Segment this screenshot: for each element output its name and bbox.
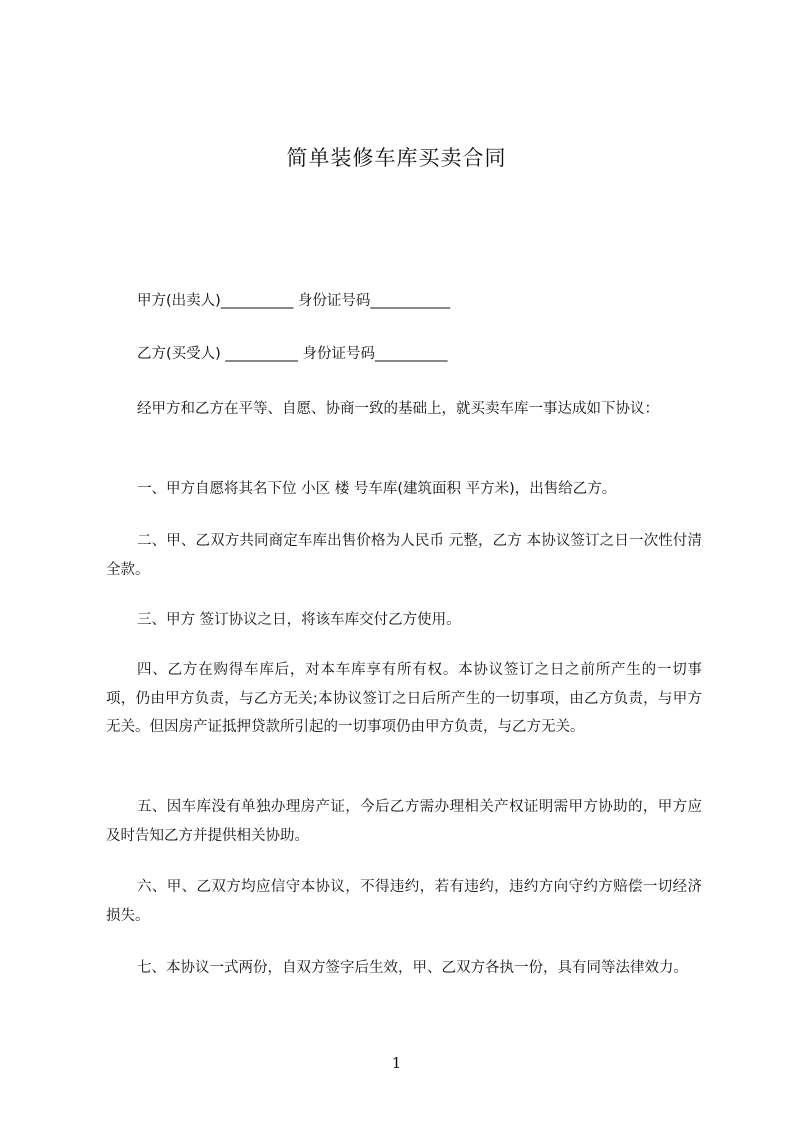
clause-7: 七、本协议一式两份，自双方签字后生效，甲、乙双方各执一份，具有同等法律效力。 [137,960,688,976]
clause-3: 三、甲方 签订协议之日，将该车库交付乙方使用。 [137,612,461,628]
clause-5: 五、因车库没有单独办理房产证，今后乙方需办理相关产权证明需甲方协助的，甲方应及时告知乙方并提供相关协助。 [106,799,702,844]
party-b-line: 乙方(买受人) __________ 身份证号码__________ [137,346,448,362]
clause-6: 六、甲、乙双方均应信守本协议，不得违约，若有违约，违约方向守约方赔偿一切经济损失。 [106,879,702,924]
page-number: 1 [391,1054,402,1072]
document-title: 简单装修车库买卖合同 [286,146,507,170]
party-a-line: 甲方(出卖人)__________ 身份证号码___________ [137,293,451,309]
clause-1: 一、甲方自愿将其名下位 小区 楼 号车库(建筑面积 平方米)，出售给乙方。 [137,481,617,497]
clause-4: 四、乙方在购得车库后，对本车库享有所有权。本协议签订之日之前所产生的一切事项，仍由甲方负责，与乙方无关;本协议签订之日后所产生的一切事项，由乙方负责，与甲方无关。但因房产证抵押贷款所引起的一切事项仍由甲方负责，与乙方无关。 [106,662,702,735]
preamble-paragraph: 经甲方和乙方在平等、自愿、协商一致的基础上，就买卖车库一事达成如下协议： [137,401,659,417]
clause-2: 二、甲、乙双方共同商定车库出售价格为人民币 元整，乙方 本协议签订之日一次性付清全款。 [106,533,702,578]
